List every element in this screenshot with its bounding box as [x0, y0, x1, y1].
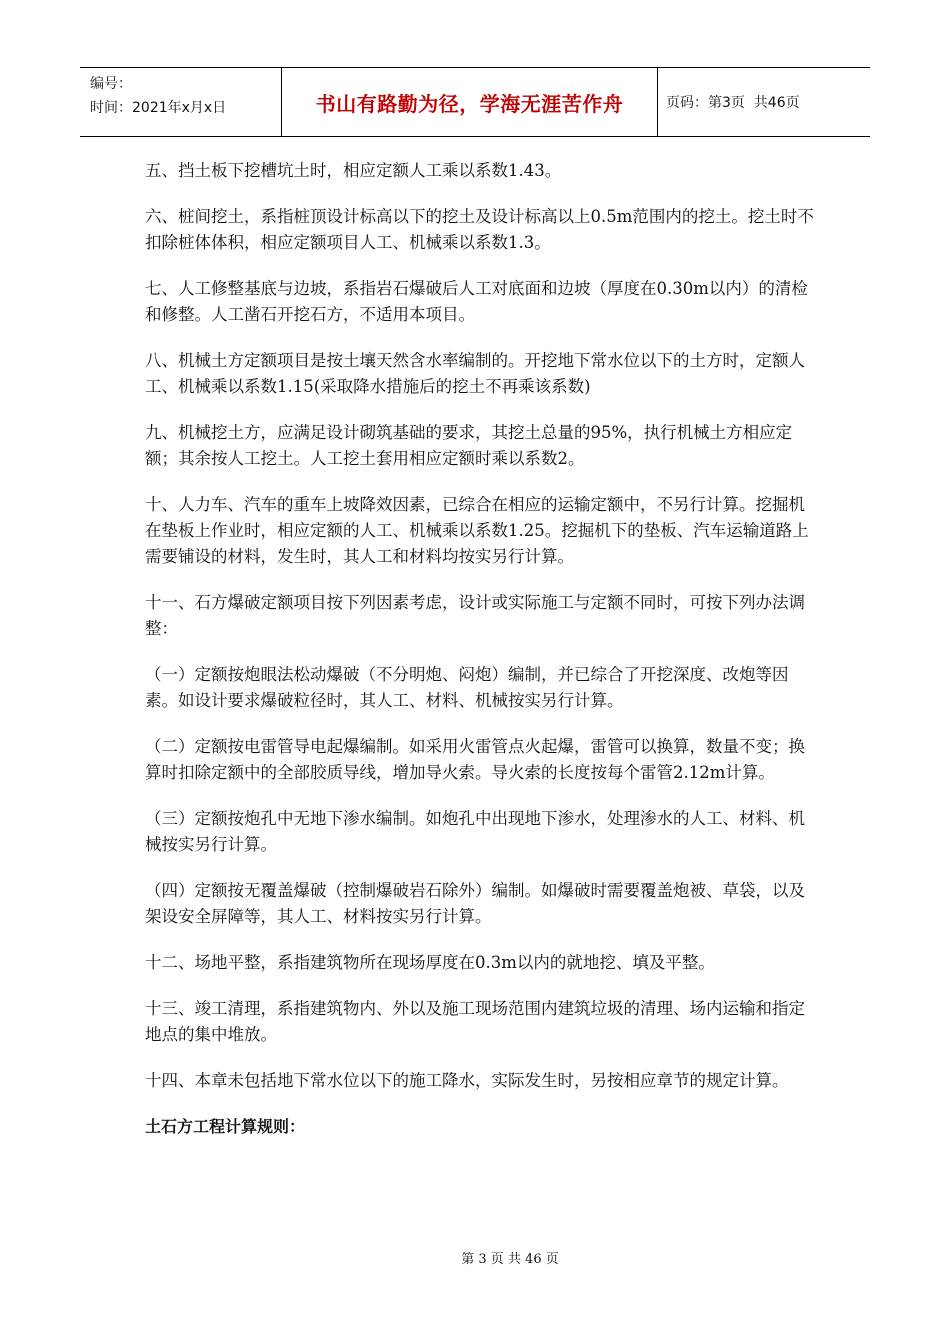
paragraph: 十三、竣工清理，系指建筑物内、外以及施工现场范围内建筑垃圾的清理、场内运输和指定地点的集中堆放。 [145, 999, 805, 1044]
paragraph: 七、人工修整基底与边坡，系指岩石爆破后人工对底面和边坡（厚度在0.30m以内）的清检和修整。人工凿石开挖石方，不适用本项目。 [145, 279, 808, 324]
paragraph: 十、人力车、汽车的重车上坡降效因素，已综合在相应的运输定额中，不另行计算。挖掘机在垫板上作业时，相应定额的人工、机械乘以系数1.25。挖掘机下的垫板、汽车运输道路上需要铺设的材料，发生时，其人工和材料均按实另行计算。 [145, 495, 809, 566]
paragraph: 九、机械挖土方，应满足设计砌筑基础的要求，其挖土总量的95%，执行机械土方相应定额；其余按人工挖土。人工挖土套用相应定额时乘以系数2。 [145, 423, 793, 468]
paragraph: （二）定额按电雷管导电起爆编制。如采用火雷管点火起爆，雷管可以换算，数量不变；换算时扣除定额中的全部胶质导线，增加导火索。导火索的长度按每个雷管2.12m计算。 [145, 737, 805, 782]
paragraph: （一）定额按炮眼法松动爆破（不分明炮、闷炮）编制，并已综合了开挖深度、改炮等因素。如设计要求爆破粒径时，其人工、材料、机械按实另行计算。 [145, 665, 789, 710]
motto: 书山有路勤为径，学海无涯苦作舟 [315, 91, 624, 116]
page-footer: 第 3 页 共 46 页 [461, 1252, 559, 1267]
paragraph: 十四、本章未包括地下常水位以下的施工降水，实际发生时，另按相应章节的规定计算。 [145, 1071, 789, 1090]
header-motto-cell [282, 68, 658, 136]
number-label: 编号： [90, 76, 132, 92]
paragraph: 十二、场地平整，系指建筑物所在现场厚度在0.3m以内的就地挖、填及平整。 [145, 953, 715, 972]
page-info: 页码：第3页 共46页 [666, 95, 800, 111]
paragraph: 十一、石方爆破定额项目按下列因素考虑，设计或实际施工与定额不同时，可按下列办法调整： [145, 593, 805, 638]
document-body [145, 158, 815, 1137]
paragraph: 六、桩间挖土，系指桩顶设计标高以下的挖土及设计标高以上0.5m范围内的挖土。挖土时不扣除桩体体积，相应定额项目人工、机械乘以系数1.3。 [145, 207, 814, 252]
paragraph: （四）定额按无覆盖爆破（控制爆破岩石除外）编制。如爆破时需要覆盖炮被、草袋，以及架设安全屏障等，其人工、材料按实另行计算。 [145, 881, 805, 926]
paragraph: 五、挡土板下挖槽坑土时，相应定额人工乘以系数1.43。 [145, 161, 562, 180]
paragraph: （三）定额按炮孔中无地下渗水编制。如炮孔中出现地下渗水，处理渗水的人工、材料、机械按实另行计算。 [145, 809, 805, 854]
page-header [80, 67, 870, 137]
header-meta [80, 68, 282, 136]
date-label: 时间：2021年x月x日 [90, 100, 227, 116]
section-title: 土石方工程计算规则： [145, 1117, 306, 1136]
paragraph: 八、机械土方定额项目是按土壤天然含水率编制的。开挖地下常水位以下的土方时，定额人工、机械乘以系数1.15(采取降水措施后的挖土不再乘该系数) [145, 351, 805, 396]
